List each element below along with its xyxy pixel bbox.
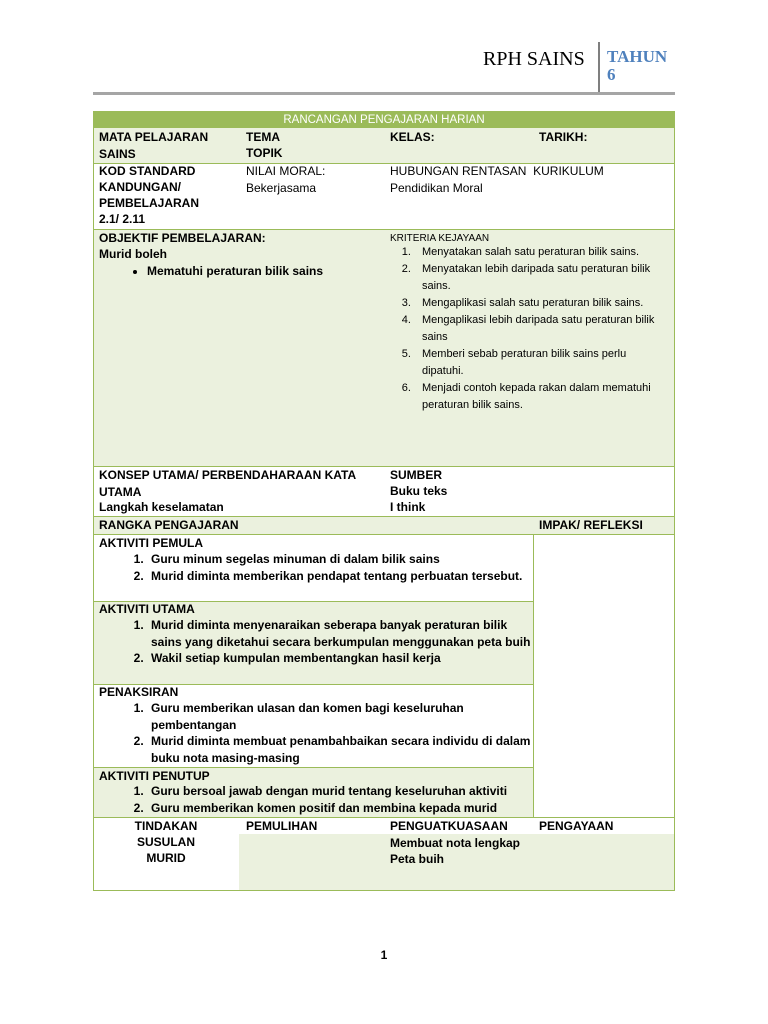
table-title: RANCANGAN PENGAJARAN HARIAN	[93, 112, 675, 128]
penaksiran-label: PENAKSIRAN	[99, 685, 179, 699]
border	[93, 163, 675, 164]
kelas-cell: KELAS:	[390, 130, 435, 144]
tindakan-line1: TINDAKAN	[134, 819, 198, 833]
kriteria-item: 4. Mengaplikasi lebih daripada satu peraturan bilik sains	[414, 312, 670, 346]
penutup-item: 2. Guru memberikan komen positif dan membina kepada murid	[147, 800, 543, 817]
topik-cell: TOPIK	[246, 146, 283, 160]
sumber-label: SUMBER	[390, 468, 443, 482]
penutup-label: AKTIVITI PENUTUP	[99, 769, 210, 783]
mata-pelajaran-cell: MATA PELAJARAN SAINS	[99, 130, 209, 161]
border	[93, 817, 675, 818]
utama-label: AKTIVITI UTAMA	[99, 602, 195, 616]
border	[93, 890, 675, 891]
kriteria-item: 3. Mengaplikasi salah satu peraturan bilik sains.	[414, 295, 670, 312]
kriteria-list	[370, 244, 670, 414]
pemula-list	[93, 551, 533, 584]
sumber-item-2: I think	[390, 500, 426, 514]
kod-standard-line3: PEMBELAJARAN	[99, 196, 200, 210]
tindakan-line3: MURID	[146, 851, 186, 865]
border	[93, 601, 533, 602]
impak-label: IMPAK/ REFLEKSI	[539, 518, 643, 532]
tema-cell: TEMA	[246, 130, 280, 144]
penaksiran-item: 2. Murid diminta membuat penambahbaikan secara individu di dalam buku nota masing-masing	[147, 733, 533, 766]
penguatkuasaan-label: PENGUATKUASAAN	[390, 819, 508, 833]
penutup-item: 1. Guru bersoal jawab dengan murid tentang keseluruhan aktiviti	[147, 783, 543, 800]
border	[93, 516, 675, 517]
hubungan-label: HUBUNGAN RENTASAN KURIKULUM	[390, 164, 604, 178]
utama-item: 2. Wakil setiap kumpulan membentangkan hasil kerja	[147, 650, 533, 667]
penguatkuasaan-item-2: Peta buih	[390, 852, 445, 866]
kod-standard-line4: 2.1/ 2.11	[99, 212, 146, 226]
konsep-label: KONSEP UTAMA/ PERBENDAHARAAN KATA UTAMA	[99, 468, 356, 499]
header-separator	[598, 42, 600, 92]
sumber-item-1: Buku teks	[390, 484, 448, 498]
penaksiran-item: 1. Guru memberikan ulasan dan komen bagi keseluruhan pembentangan	[147, 700, 533, 733]
pemula-label: AKTIVITI PEMULA	[99, 536, 203, 550]
penguatkuasaan-item-1: Membuat nota lengkap	[390, 836, 521, 850]
border	[93, 534, 675, 535]
border	[93, 111, 675, 112]
kod-standard-line1: KOD STANDARD	[99, 164, 196, 178]
objektif-label: OBJEKTIF PEMBELAJARAN:	[99, 231, 266, 245]
tindakan-line2: SUSULAN	[136, 835, 195, 849]
border	[533, 534, 534, 817]
pemulihan-label: PEMULIHAN	[246, 819, 318, 833]
border	[93, 111, 94, 891]
kriteria-item: 6. Menjadi contoh kepada rakan dalam mematuhi peraturan bilik sains.	[414, 380, 670, 414]
konsep-value: Langkah keselamatan	[99, 500, 224, 514]
kod-standard-line2: KANDUNGAN/	[99, 180, 181, 194]
objektif-intro: Murid boleh	[99, 247, 167, 261]
penaksiran-list	[93, 700, 533, 766]
kriteria-section	[370, 244, 670, 414]
tarikh-cell: TARIKH:	[539, 130, 588, 144]
border	[93, 229, 675, 230]
pengayaan-label: PENGAYAAN	[539, 819, 614, 833]
nilai-moral-label: NILAI MORAL:	[246, 164, 326, 178]
kriteria-item: 5. Memberi sebab peraturan bilik sains perlu dipatuhi.	[414, 346, 670, 380]
kriteria-item: 1. Menyatakan salah satu peraturan bilik sains.	[414, 244, 670, 261]
border	[93, 466, 675, 467]
pemula-item: 1. Guru minum segelas minuman di dalam bilik sains	[147, 551, 533, 568]
pemula-item: 2. Murid diminta memberikan pendapat tentang perbuatan tersebut.	[147, 568, 533, 585]
nilai-moral-value: Bekerjasama	[246, 181, 317, 195]
year-label: TAHUN 6	[607, 47, 668, 84]
border	[93, 767, 533, 768]
utama-list	[93, 617, 533, 667]
rangka-label: RANGKA PENGAJARAN	[99, 518, 239, 532]
border	[674, 111, 675, 891]
hubungan-value: Pendidikan Moral	[390, 181, 483, 195]
utama-item: 1. Murid diminta menyenaraikan seberapa banyak peraturan bilik sains yang diketahui secara berkumpulan menggunakan peta buih	[147, 617, 533, 650]
border	[93, 684, 533, 685]
objektif-list	[93, 263, 383, 280]
kriteria-item: 2. Menyatakan lebih daripada satu peraturan bilik sains.	[414, 261, 670, 295]
objektif-item: • Mematuhi peraturan bilik sains	[147, 263, 383, 280]
page-number: 1	[380, 948, 388, 962]
document-title: RPH SAINS	[483, 48, 585, 70]
penutup-list	[93, 783, 543, 816]
kriteria-label: KRITERIA KEJAYAAN	[390, 233, 490, 244]
header-rule	[93, 92, 675, 95]
